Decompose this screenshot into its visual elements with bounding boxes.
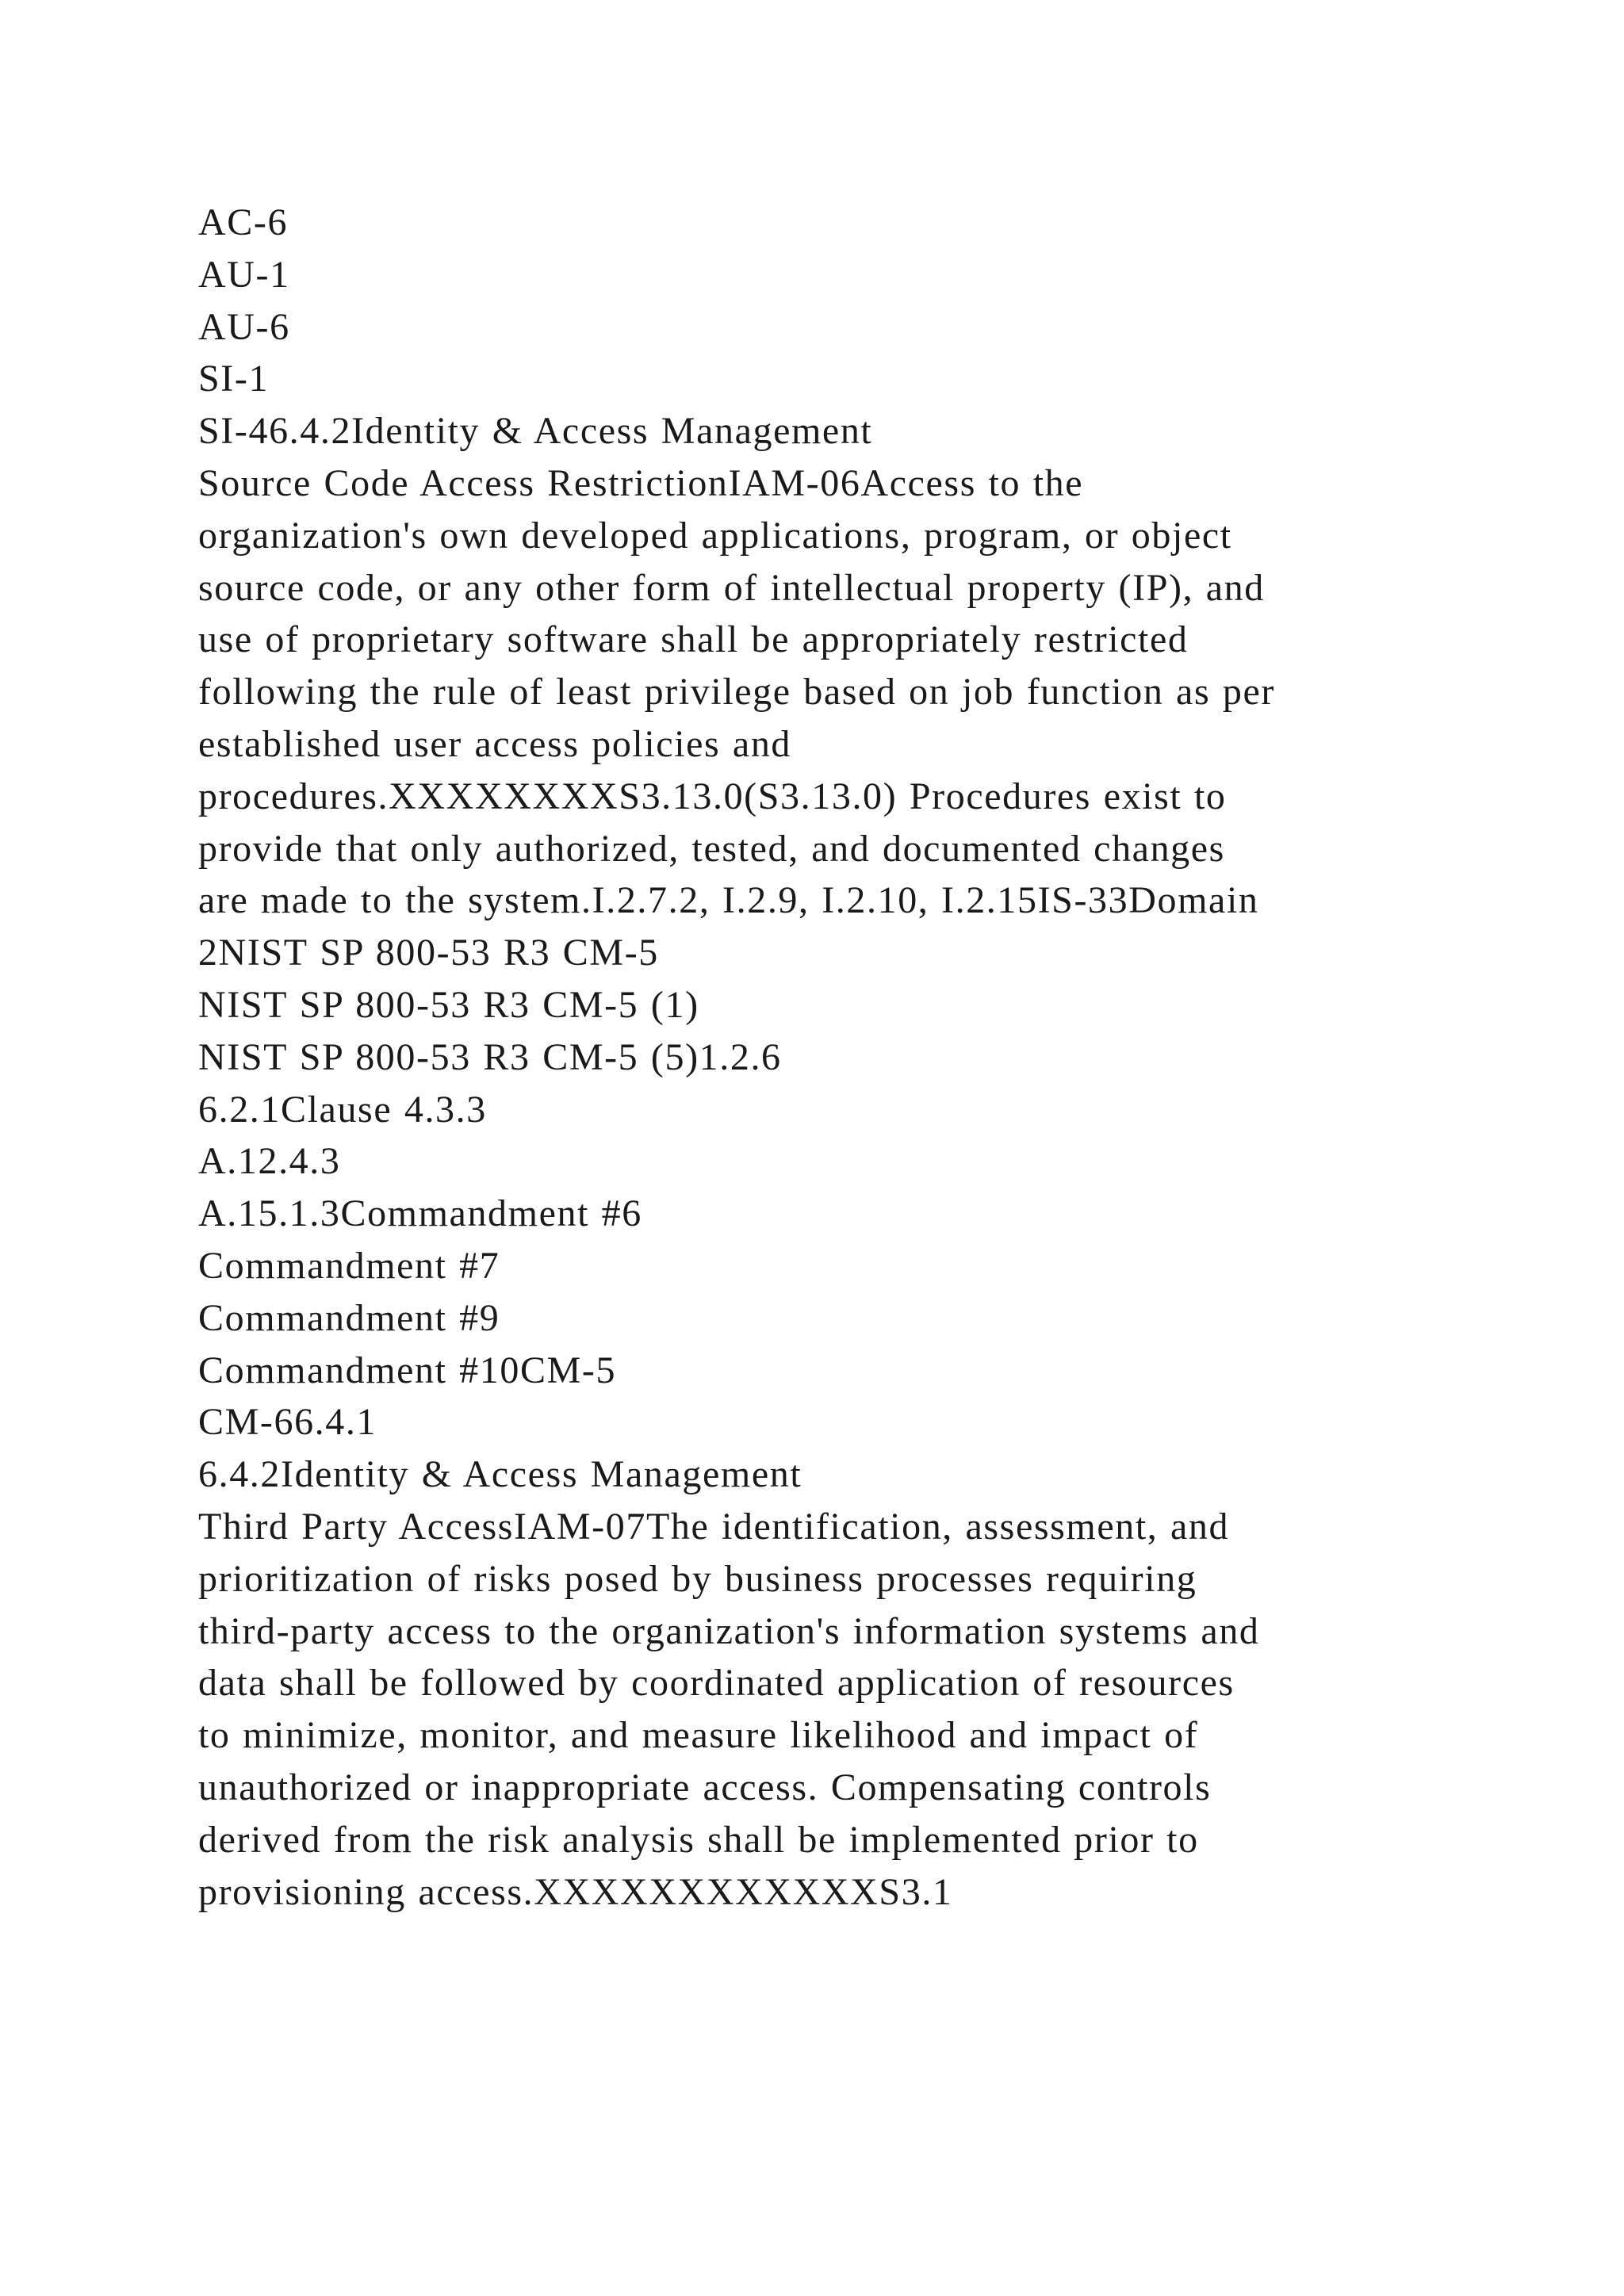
text-line: third-party access to the organization's information systems and [198, 1609, 1260, 1652]
text-line: NIST SP 800-53 R3 CM-5 (5)1.2.6 [198, 1035, 782, 1078]
text-line: CM-66.4.1 [198, 1401, 377, 1444]
text-line: to minimize, monitor, and measure likelihood and impact of [198, 1714, 1199, 1757]
text-line: prioritization of risks posed by business processes requiring [198, 1557, 1197, 1600]
text-line: NIST SP 800-53 R3 CM-5 (1) [198, 983, 699, 1026]
text-line: SI-1 [198, 358, 270, 400]
text-line: Source Code Access RestrictionIAM-06Access to the [198, 461, 1084, 504]
text-line: provisioning access.XXXXXXXXXXXXS3.1 [198, 1870, 953, 1913]
text-line: AU-1 [198, 253, 290, 296]
text-line: Third Party AccessIAM-07The identification, assessment, and [198, 1505, 1230, 1548]
text-line: procedures.XXXXXXXXS3.13.0(S3.13.0) Procedures exist to [198, 775, 1227, 817]
text-line: AC-6 [198, 201, 289, 243]
text-line: use of proprietary software shall be appropriately restricted [198, 618, 1189, 661]
text-line: established user access policies and [198, 722, 792, 765]
text-line: Commandment #7 [198, 1244, 500, 1287]
text-line: A.12.4.3 [198, 1140, 341, 1183]
text-line: Commandment #9 [198, 1296, 500, 1339]
text-line: derived from the risk analysis shall be implemented prior to [198, 1818, 1199, 1861]
text-line: SI-46.4.2Identity & Access Management [198, 410, 873, 453]
text-line: 6.2.1Clause 4.3.3 [198, 1088, 487, 1131]
text-line: unauthorized or inappropriate access. Compensating controls [198, 1766, 1212, 1808]
text-line: A.15.1.3Commandment #6 [198, 1192, 642, 1235]
text-line: data shall be followed by coordinated application of resources [198, 1662, 1235, 1705]
text-line: are made to the system.I.2.7.2, I.2.9, I.2.10, I.2.15IS-33Domain [198, 879, 1259, 922]
text-line: provide that only authorized, tested, and documented changes [198, 827, 1225, 870]
document-text [198, 197, 1546, 1918]
text-line: 2NIST SP 800-53 R3 CM-5 [198, 932, 659, 974]
text-line: organization's own developed applications, program, or object [198, 514, 1232, 557]
text-line: source code, or any other form of intellectual property (IP), and [198, 566, 1265, 609]
text-line: 6.4.2Identity & Access Management [198, 1453, 802, 1496]
text-line: AU-6 [198, 305, 290, 348]
text-line: Commandment #10CM-5 [198, 1349, 617, 1391]
text-line: following the rule of least privilege based on job function as per [198, 671, 1275, 714]
